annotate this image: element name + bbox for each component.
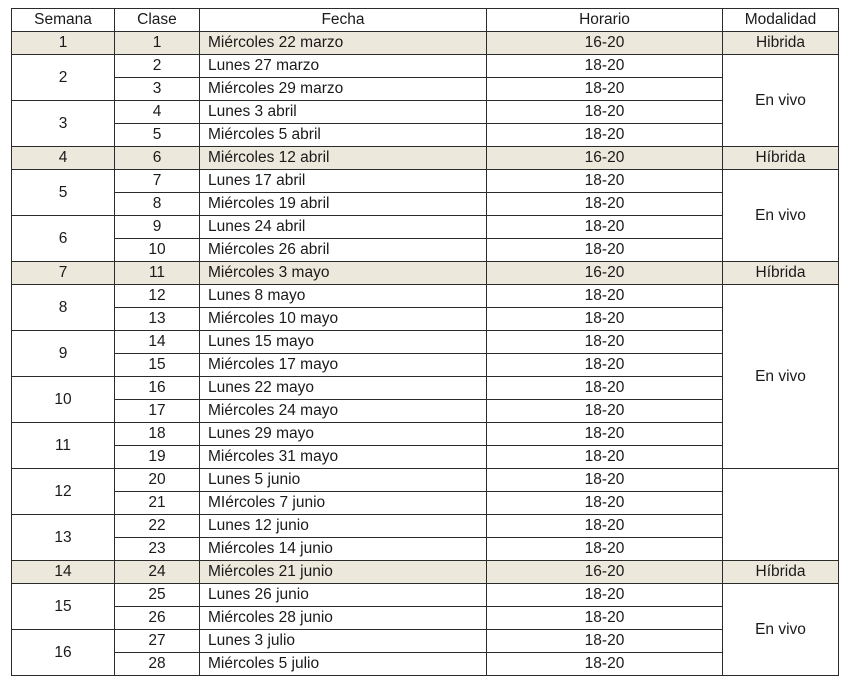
horario-cell: 18-20 [487,446,723,469]
fecha-cell: Miércoles 24 mayo [200,400,487,423]
horario-cell: 18-20 [487,216,723,239]
modalidad-cell: Híbrida [723,147,839,170]
horario-cell: 18-20 [487,538,723,561]
fecha-cell: Lunes 24 abril [200,216,487,239]
clase-cell: 16 [115,377,200,400]
semana-cell: 14 [12,561,115,584]
semana-cell: 4 [12,147,115,170]
clase-cell: 28 [115,653,200,676]
table-row [12,584,839,607]
table-row [12,377,839,400]
modalidad-cell: En vivo [723,170,839,262]
fecha-cell: Lunes 3 julio [200,630,487,653]
table-row [12,147,839,170]
table-row [12,308,839,331]
semana-cell: 1 [12,32,115,55]
fecha-cell: Miércoles 10 mayo [200,308,487,331]
fecha-cell: Lunes 27 marzo [200,55,487,78]
horario-cell: 18-20 [487,308,723,331]
modalidad-cell: Hibrida [723,32,839,55]
horario-cell: 18-20 [487,170,723,193]
horario-cell: 18-20 [487,515,723,538]
fecha-cell: Miércoles 28 junio [200,607,487,630]
clase-cell: 4 [115,101,200,124]
clase-cell: 11 [115,262,200,285]
fecha-cell: Miércoles 31 mayo [200,446,487,469]
clase-cell: 26 [115,607,200,630]
semana-cell: 16 [12,630,115,676]
semana-cell: 3 [12,101,115,147]
horario-cell: 16-20 [487,262,723,285]
table-row [12,469,839,492]
semana-cell: 15 [12,584,115,630]
table-row [12,653,839,676]
clase-cell: 3 [115,78,200,101]
fecha-cell: MIércoles 7 junio [200,492,487,515]
horario-cell: 18-20 [487,124,723,147]
modalidad-cell [723,469,839,561]
horario-cell: 18-20 [487,285,723,308]
clase-cell: 10 [115,239,200,262]
clase-cell: 24 [115,561,200,584]
fecha-cell: Miércoles 12 abril [200,147,487,170]
horario-cell: 18-20 [487,55,723,78]
modalidad-cell: En vivo [723,584,839,676]
table-row [12,262,839,285]
table-row [12,331,839,354]
fecha-cell: Lunes 29 mayo [200,423,487,446]
header-row [12,9,839,32]
clase-cell: 22 [115,515,200,538]
horario-cell: 18-20 [487,653,723,676]
clase-cell: 8 [115,193,200,216]
modalidad-cell: En vivo [723,285,839,469]
fecha-cell: Miércoles 21 junio [200,561,487,584]
horario-cell: 18-20 [487,377,723,400]
fecha-cell: Lunes 26 junio [200,584,487,607]
clase-cell: 9 [115,216,200,239]
clase-cell: 15 [115,354,200,377]
clase-cell: 2 [115,55,200,78]
table-row [12,446,839,469]
horario-cell: 18-20 [487,78,723,101]
fecha-cell: Lunes 17 abril [200,170,487,193]
modalidad-cell: En vivo [723,55,839,147]
clase-cell: 20 [115,469,200,492]
fecha-cell: Lunes 22 mayo [200,377,487,400]
fecha-cell: Miércoles 19 abril [200,193,487,216]
schedule-table [11,8,839,676]
semana-cell: 8 [12,285,115,331]
horario-cell: 16-20 [487,561,723,584]
clase-cell: 5 [115,124,200,147]
clase-cell: 12 [115,285,200,308]
clase-cell: 13 [115,308,200,331]
header-semana: Semana [12,9,115,32]
semana-cell: 12 [12,469,115,515]
table-row [12,124,839,147]
horario-cell: 18-20 [487,492,723,515]
clase-cell: 6 [115,147,200,170]
table-row [12,239,839,262]
table-row [12,55,839,78]
clase-cell: 25 [115,584,200,607]
table-row [12,492,839,515]
table-row [12,630,839,653]
clase-cell: 23 [115,538,200,561]
horario-cell: 16-20 [487,147,723,170]
header-horario: Horario [487,9,723,32]
horario-cell: 18-20 [487,239,723,262]
horario-cell: 18-20 [487,331,723,354]
clase-cell: 27 [115,630,200,653]
fecha-cell: Miércoles 26 abril [200,239,487,262]
semana-cell: 5 [12,170,115,216]
fecha-cell: Lunes 5 junio [200,469,487,492]
clase-cell: 1 [115,32,200,55]
table-row [12,538,839,561]
fecha-cell: Lunes 3 abril [200,101,487,124]
semana-cell: 10 [12,377,115,423]
horario-cell: 18-20 [487,607,723,630]
clase-cell: 19 [115,446,200,469]
clase-cell: 21 [115,492,200,515]
fecha-cell: Lunes 8 mayo [200,285,487,308]
table-row [12,32,839,55]
semana-cell: 11 [12,423,115,469]
clase-cell: 18 [115,423,200,446]
horario-cell: 18-20 [487,101,723,124]
semana-cell: 7 [12,262,115,285]
table-row [12,78,839,101]
modalidad-cell: Híbrida [723,262,839,285]
horario-cell: 18-20 [487,469,723,492]
fecha-cell: Miércoles 5 abril [200,124,487,147]
clase-cell: 14 [115,331,200,354]
horario-cell: 18-20 [487,354,723,377]
fecha-cell: Miércoles 22 marzo [200,32,487,55]
horario-cell: 18-20 [487,400,723,423]
table-row [12,170,839,193]
table-row [12,607,839,630]
clase-cell: 7 [115,170,200,193]
table-row [12,561,839,584]
fecha-cell: Miércoles 17 mayo [200,354,487,377]
horario-cell: 18-20 [487,423,723,446]
table-row [12,216,839,239]
semana-cell: 13 [12,515,115,561]
horario-cell: 18-20 [487,630,723,653]
horario-cell: 18-20 [487,193,723,216]
fecha-cell: Miércoles 14 junio [200,538,487,561]
semana-cell: 2 [12,55,115,101]
horario-cell: 18-20 [487,584,723,607]
table-row [12,354,839,377]
fecha-cell: Miércoles 29 marzo [200,78,487,101]
table-row [12,101,839,124]
semana-cell: 6 [12,216,115,262]
table-row [12,193,839,216]
table-row [12,400,839,423]
table-row [12,285,839,308]
header-modalidad: Modalidad [723,9,839,32]
header-clase: Clase [115,9,200,32]
table-row [12,515,839,538]
clase-cell: 17 [115,400,200,423]
modalidad-cell: Híbrida [723,561,839,584]
table-row [12,423,839,446]
fecha-cell: Lunes 15 mayo [200,331,487,354]
fecha-cell: Miércoles 3 mayo [200,262,487,285]
fecha-cell: Lunes 12 junio [200,515,487,538]
semana-cell: 9 [12,331,115,377]
horario-cell: 16-20 [487,32,723,55]
header-fecha: Fecha [200,9,487,32]
fecha-cell: Miércoles 5 julio [200,653,487,676]
